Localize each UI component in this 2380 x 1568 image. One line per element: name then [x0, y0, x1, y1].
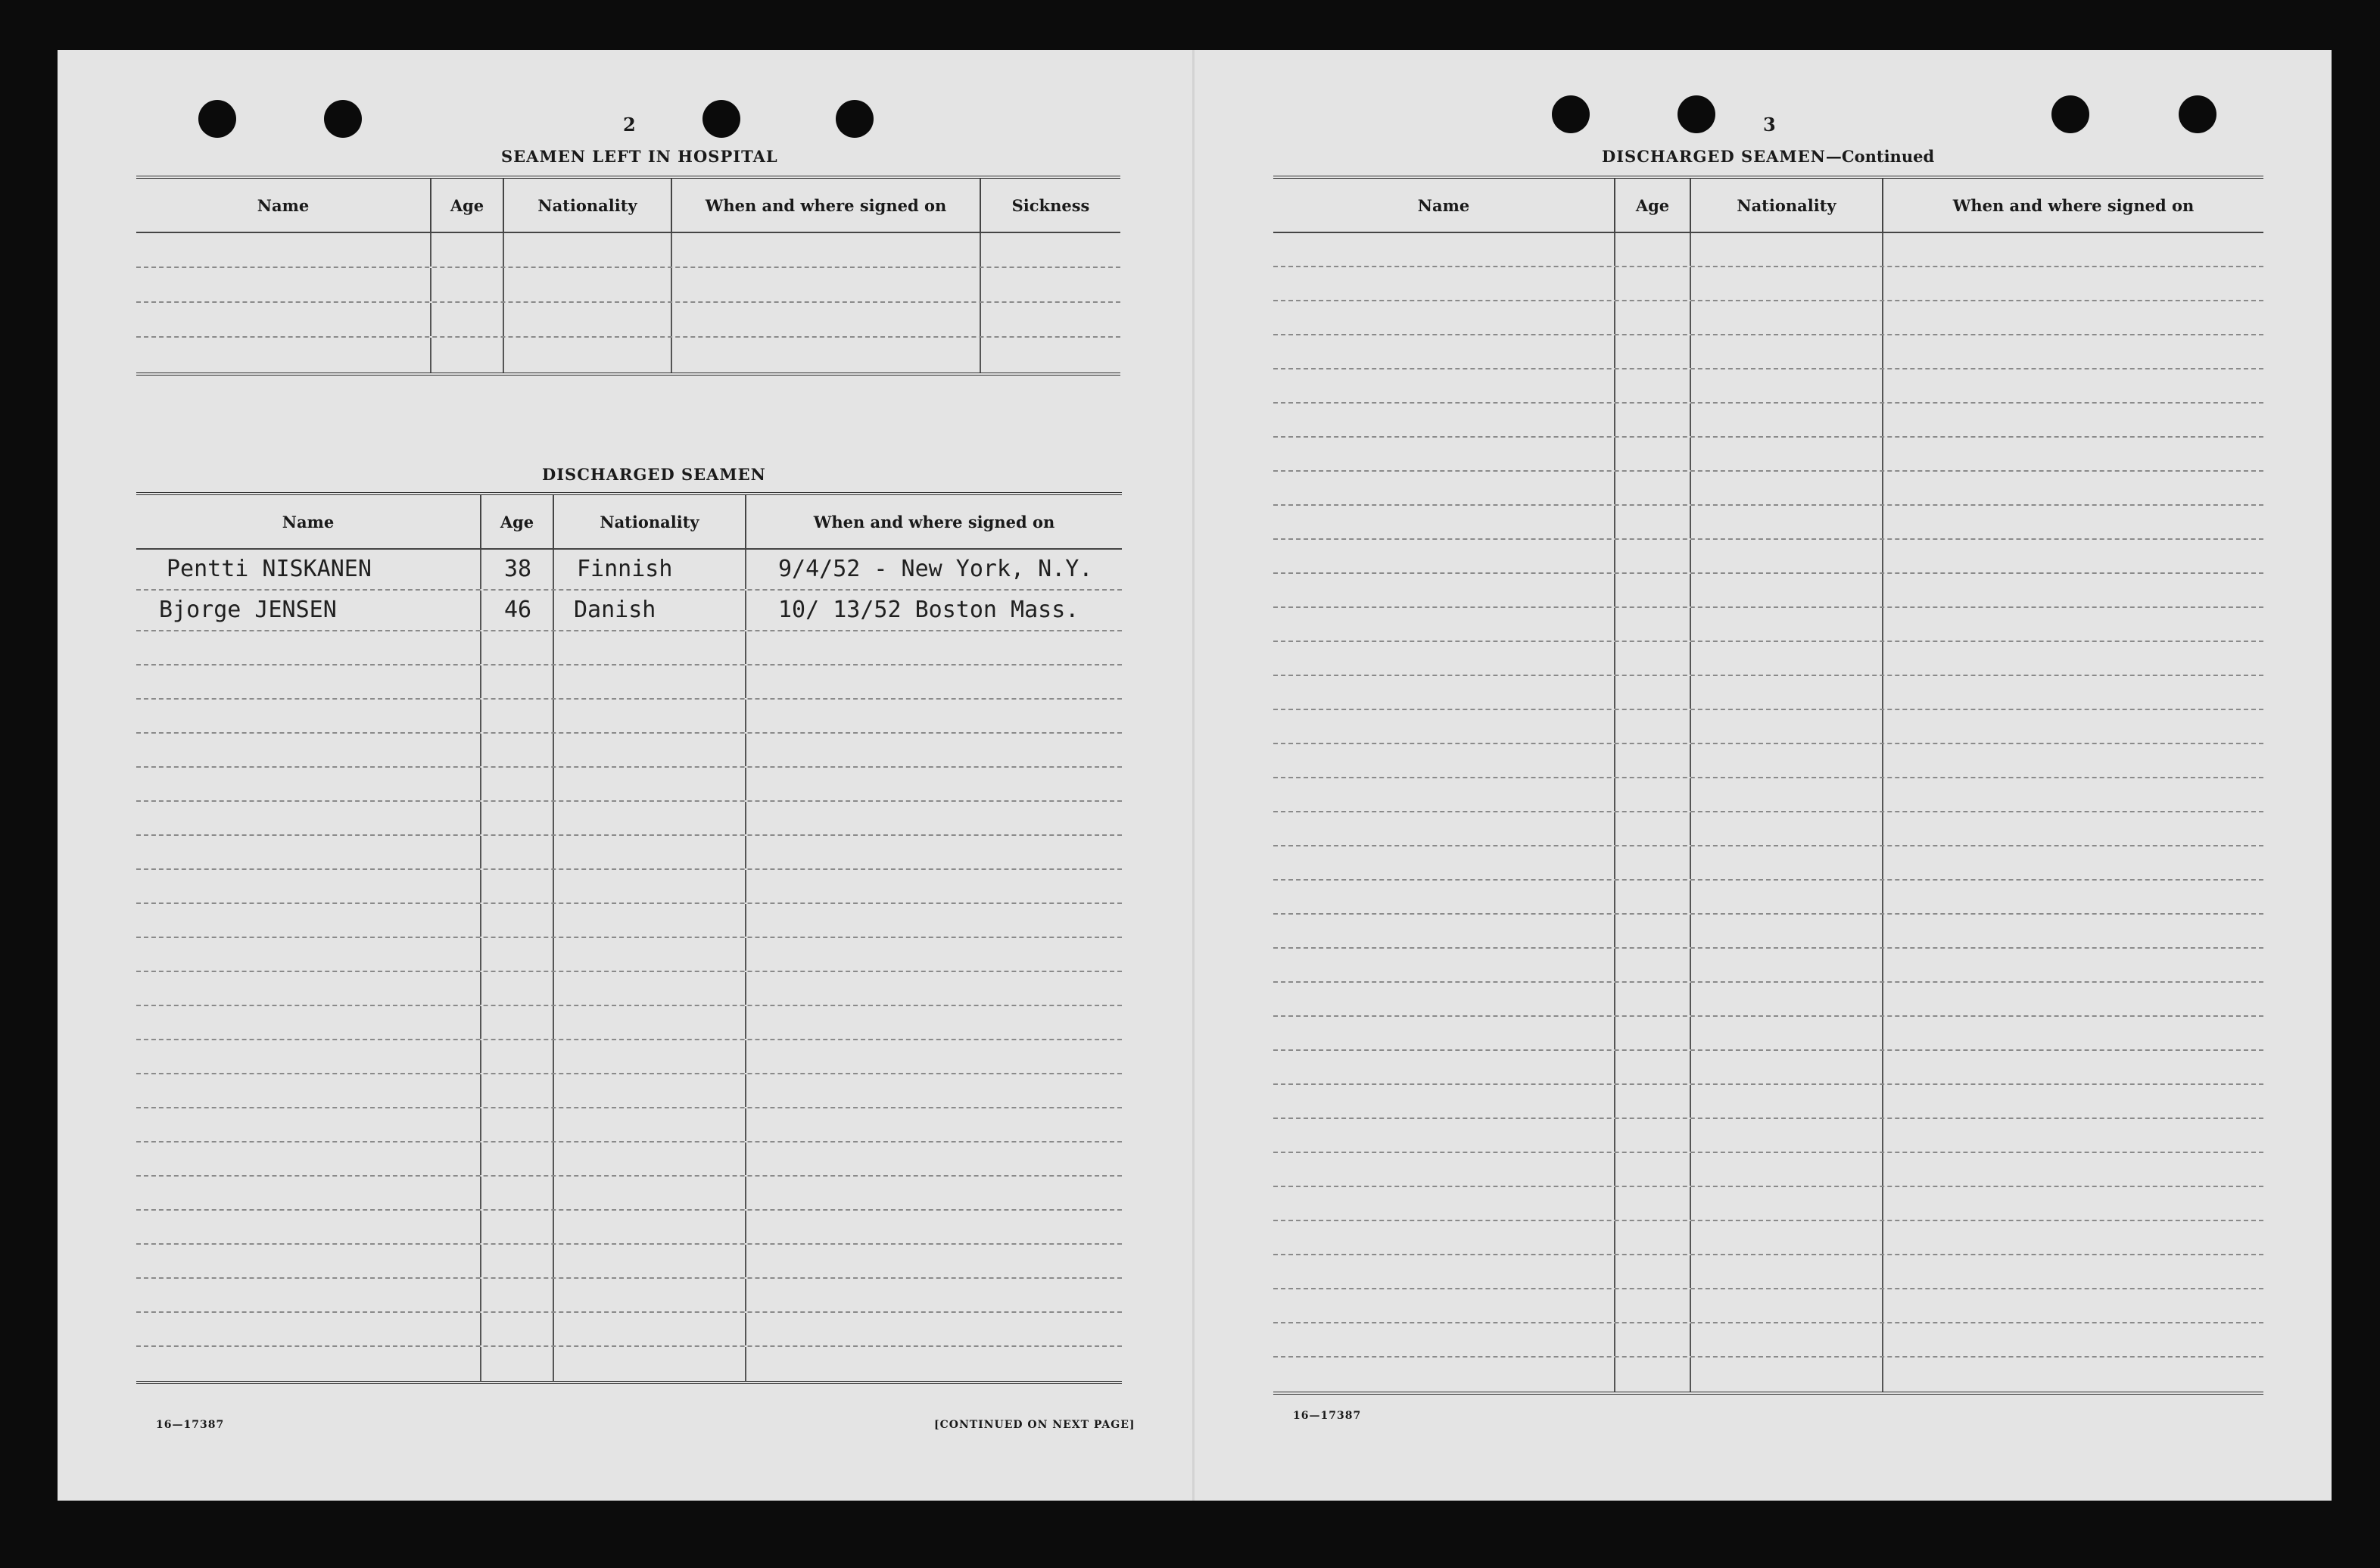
- hospital-table-header: [136, 179, 1120, 233]
- table-row: [1273, 744, 2263, 778]
- table-row: [1273, 881, 2263, 915]
- title-main: DISCHARGED SEAMEN: [1602, 147, 1826, 166]
- table-row: [136, 972, 1122, 1006]
- table-row: [136, 233, 1120, 268]
- discharged-continued-table: [1273, 176, 2263, 1395]
- table-row: [1273, 335, 2263, 369]
- punch-hole: [702, 100, 740, 138]
- seaman-age: 38: [481, 550, 554, 589]
- table-row: [136, 268, 1120, 303]
- table-row: [136, 303, 1120, 338]
- table-row: [136, 836, 1122, 870]
- seaman-signed-on: 9/4/52 - New York, N.Y.: [778, 556, 1093, 582]
- table-row: [1273, 983, 2263, 1017]
- table-row: [1273, 710, 2263, 744]
- column-header-signed-on: When and where signed on: [1952, 195, 2195, 215]
- table-row: [1273, 915, 2263, 949]
- table-row: [136, 1142, 1122, 1177]
- table-row: [136, 550, 1122, 591]
- seaman-name: Pentti NISKANEN: [136, 550, 481, 589]
- table-row: [136, 1177, 1122, 1211]
- seaman-signed-on: 10/ 13/52 Boston Mass.: [778, 597, 1079, 623]
- table-row: [136, 700, 1122, 734]
- discharged-continued-header: [1273, 179, 2263, 233]
- punch-hole: [198, 100, 236, 138]
- column-header-age: Age: [1615, 179, 1691, 232]
- table-row: [136, 1279, 1122, 1313]
- table-row: [1273, 1051, 2263, 1085]
- table-row: [1273, 1187, 2263, 1221]
- table-row: [136, 1006, 1122, 1040]
- column-header-nationality: Nationality: [554, 495, 746, 548]
- table-row: [1273, 574, 2263, 608]
- hospital-table: [136, 176, 1120, 376]
- table-row: [1273, 1085, 2263, 1119]
- table-row: [1273, 369, 2263, 404]
- table-row: [136, 666, 1122, 700]
- page-fold: [1192, 50, 1195, 1501]
- column-header-signed-on: When and where signed on: [672, 179, 981, 232]
- punch-hole: [2051, 95, 2089, 133]
- punch-hole: [2179, 95, 2216, 133]
- table-row: [136, 1245, 1122, 1279]
- table-row: [1273, 540, 2263, 574]
- table-row: [1273, 1119, 2263, 1153]
- title-suffix: —Continued: [1825, 147, 1935, 166]
- table-row: [1273, 846, 2263, 881]
- column-header-nationality: Nationality: [1691, 179, 1883, 232]
- seaman-nationality: Danish: [554, 591, 746, 630]
- table-row: [136, 938, 1122, 972]
- table-row: [1273, 1323, 2263, 1358]
- table-row: [1273, 949, 2263, 983]
- table-row: [136, 631, 1122, 666]
- hospital-section-title: SEAMEN LEFT IN HOSPITAL: [501, 147, 778, 166]
- table-row: [1273, 301, 2263, 335]
- column-header-age: Age: [431, 179, 504, 232]
- table-row: [1273, 404, 2263, 438]
- table-row: [1273, 1221, 2263, 1255]
- discharged-continued-title: [1602, 147, 1934, 166]
- column-header-name: Name: [136, 495, 481, 548]
- table-row: [136, 338, 1120, 373]
- form-number: 16—17387: [1293, 1410, 1362, 1422]
- table-row: [1273, 642, 2263, 676]
- table-row: [1273, 1289, 2263, 1323]
- punch-hole: [836, 100, 874, 138]
- column-header-signed-on: When and where signed on: [813, 512, 1055, 531]
- table-row: [136, 1313, 1122, 1347]
- table-row: [136, 734, 1122, 768]
- seaman-age: 46: [481, 591, 554, 630]
- table-row: [136, 802, 1122, 836]
- column-header-age: Age: [481, 495, 554, 548]
- continued-note: [CONTINUED ON NEXT PAGE]: [934, 1419, 1135, 1431]
- table-row: [136, 1074, 1122, 1108]
- column-header-sickness: Sickness: [1011, 195, 1090, 215]
- page-number: 3: [1763, 114, 1776, 136]
- table-row: [136, 1108, 1122, 1142]
- table-row: [1273, 1017, 2263, 1051]
- punch-hole: [1552, 95, 1590, 133]
- page-number: 2: [623, 114, 636, 136]
- table-row: [1273, 233, 2263, 267]
- table-row: [1273, 472, 2263, 506]
- table-row: [136, 870, 1122, 904]
- table-row: [1273, 812, 2263, 846]
- table-row: [136, 591, 1122, 631]
- form-number: 16—17387: [156, 1419, 225, 1431]
- column-header-name: Name: [136, 179, 431, 232]
- table-row: [136, 1211, 1122, 1245]
- table-row: [1273, 608, 2263, 642]
- table-row: [1273, 506, 2263, 540]
- column-header-nationality: Nationality: [504, 179, 672, 232]
- table-row: [1273, 267, 2263, 301]
- punch-hole: [324, 100, 362, 138]
- table-row: [1273, 778, 2263, 812]
- table-row: [136, 1347, 1122, 1381]
- seaman-name: Bjorge JENSEN: [136, 591, 481, 630]
- table-row: [1273, 1358, 2263, 1392]
- discharged-table-header: [136, 495, 1122, 550]
- table-row: [1273, 676, 2263, 710]
- table-row: [1273, 438, 2263, 472]
- table-row: [136, 904, 1122, 938]
- table-row: [136, 768, 1122, 802]
- discharged-table: [136, 492, 1122, 1384]
- table-row: [1273, 1255, 2263, 1289]
- table-row: [136, 1040, 1122, 1074]
- column-header-name: Name: [1273, 179, 1615, 232]
- table-row: [1273, 1153, 2263, 1187]
- discharged-section-title: DISCHARGED SEAMEN: [542, 465, 766, 484]
- punch-hole: [1678, 95, 1715, 133]
- seaman-nationality: Finnish: [554, 550, 746, 589]
